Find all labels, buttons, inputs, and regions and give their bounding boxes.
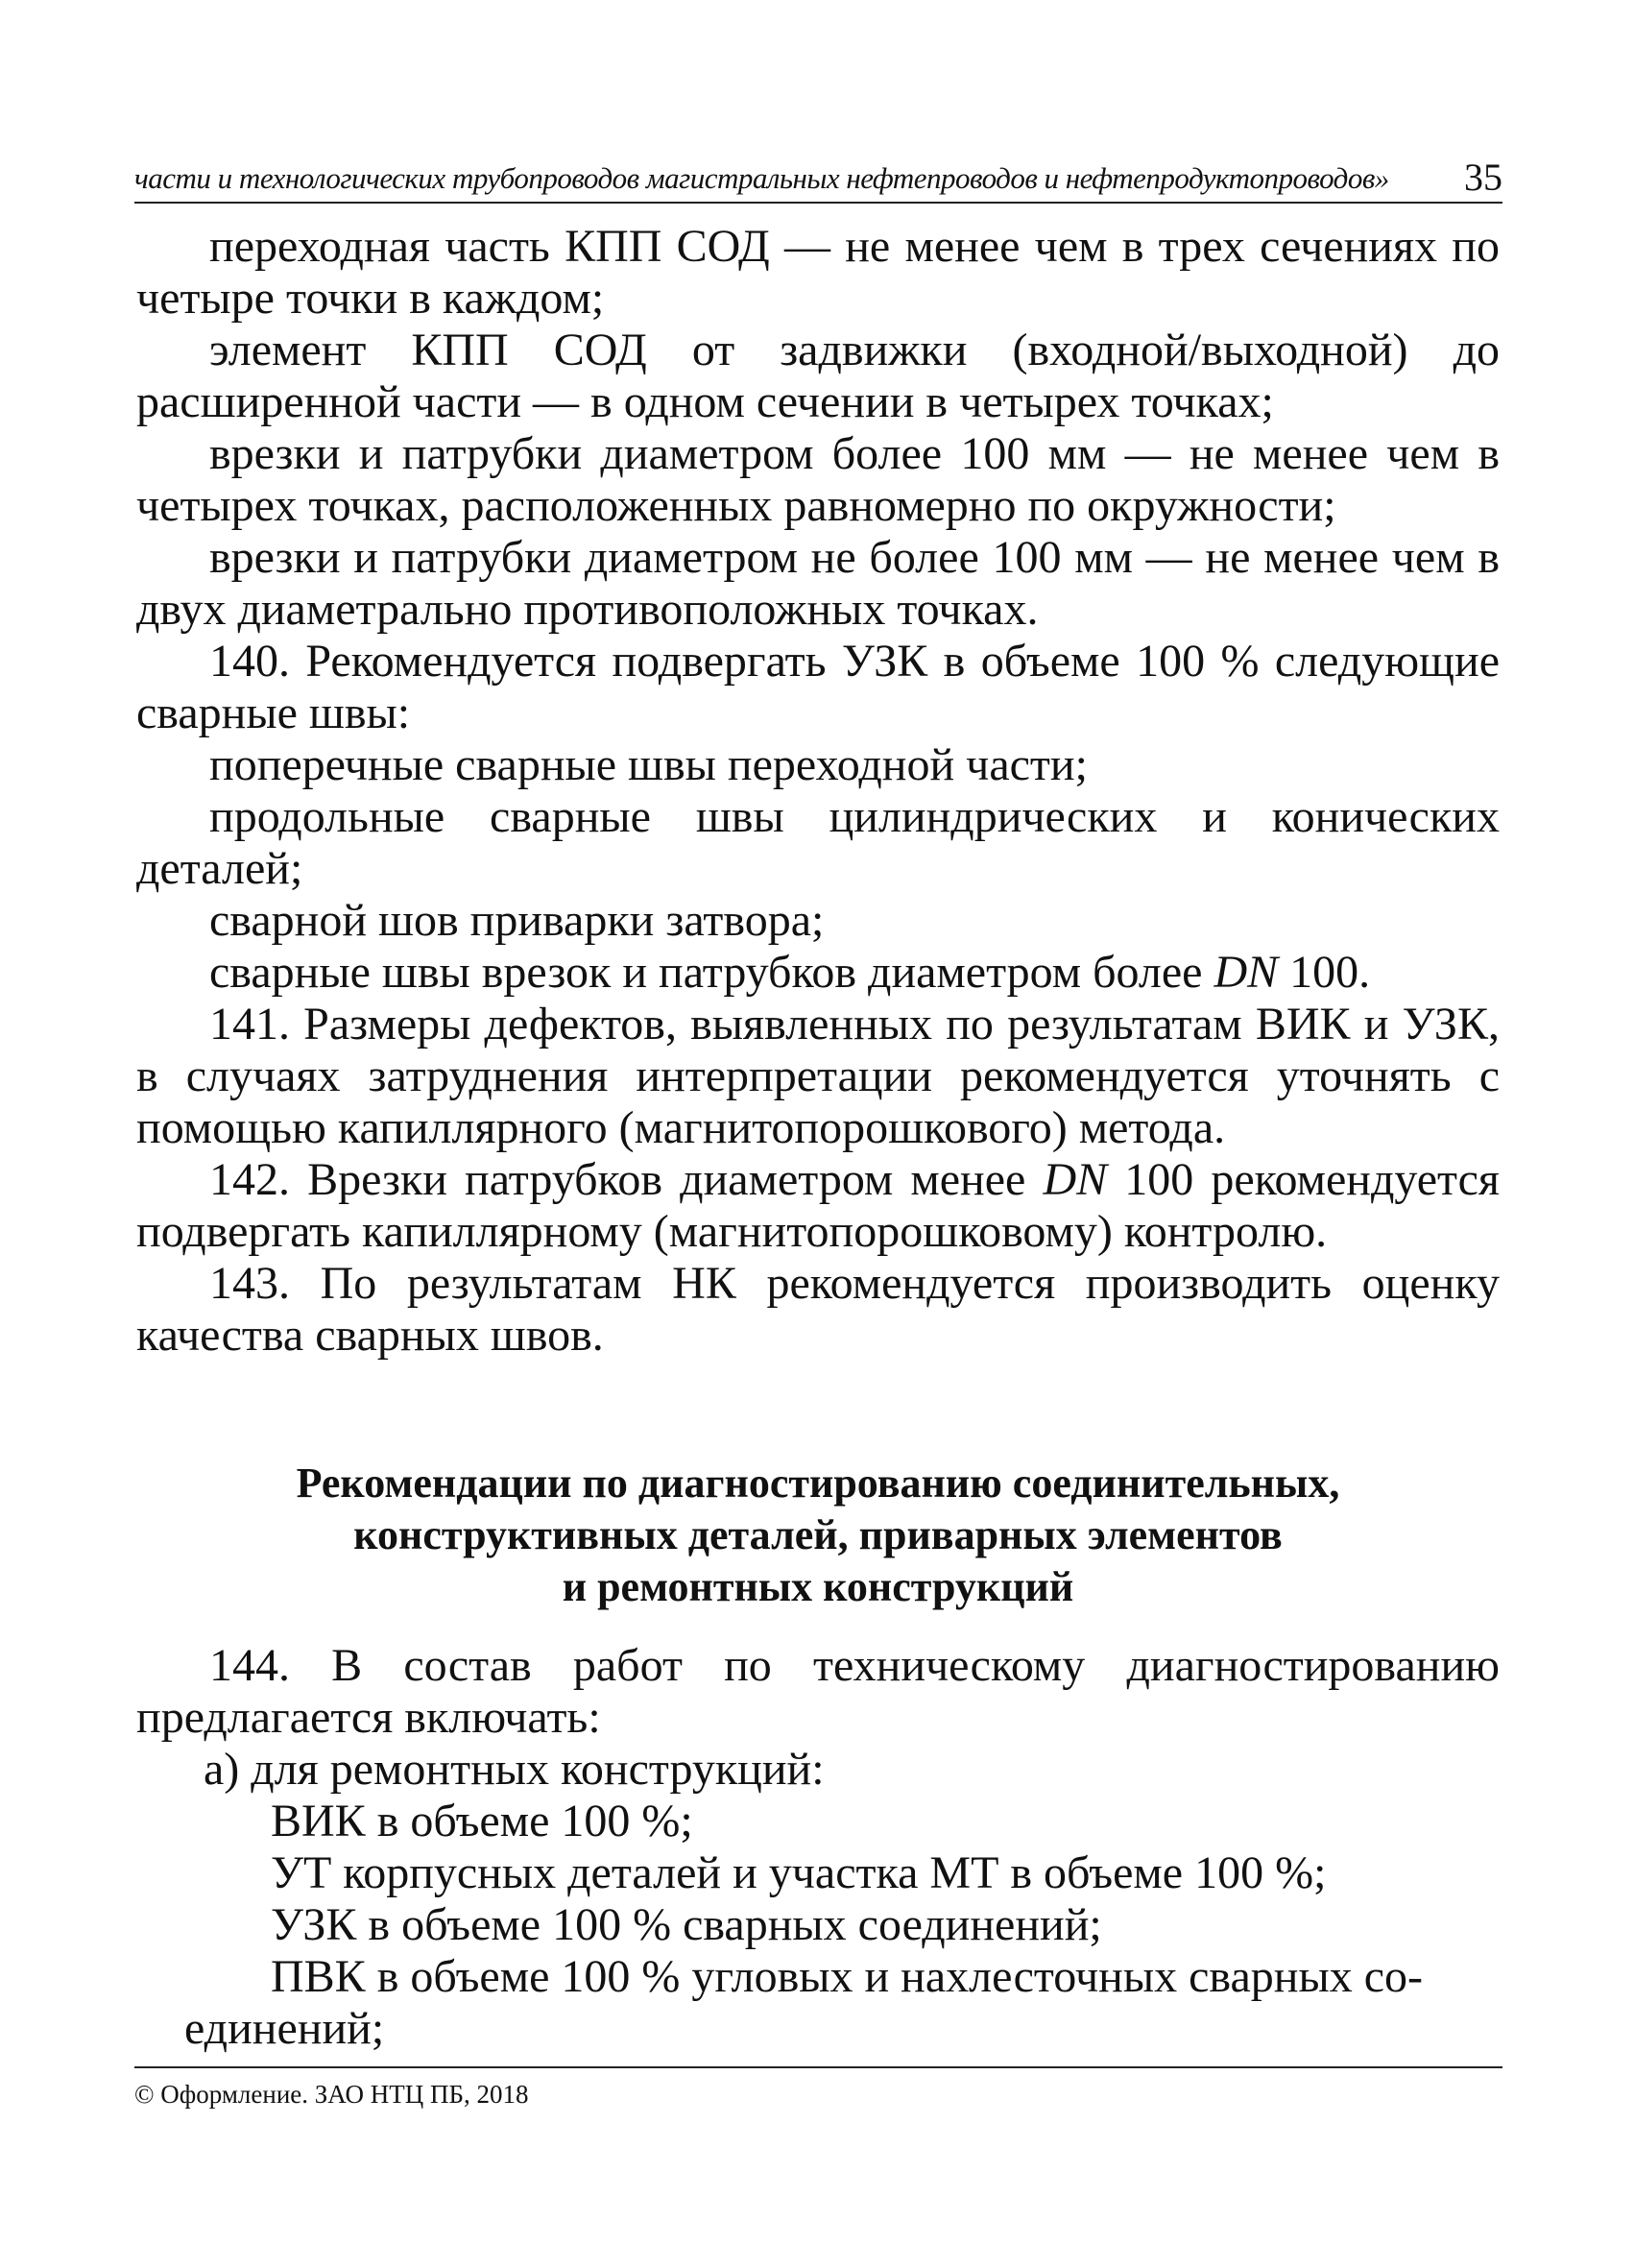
heading-line: Рекомендации по диагностированию соединительных, (296, 1460, 1340, 1507)
text-segment: 100. (1278, 947, 1371, 998)
paragraph-140: 140. Рекомендуется подвергать УЗК в объеме 100 % следующие сварные швы: (136, 636, 1500, 738)
sub-item-line: ПВК в объеме 100 % угловых и нахлесточных сварных со- (271, 1951, 1423, 2002)
paragraph-144: 144. В состав работ по техническому диагностированию предлагается включать: (136, 1640, 1500, 1743)
body-text (136, 221, 1500, 1362)
paragraph-143: 143. По результатам НК рекомендуется производить оценку качества сварных швов. (136, 1258, 1500, 1361)
page-number: 35 (1464, 156, 1502, 199)
dn-symbol: DN (1043, 1154, 1108, 1205)
footer-divider (134, 2066, 1502, 2068)
text-segment: 142. Врезки патрубков диаметром менее (209, 1154, 1044, 1205)
dn-symbol: DN (1213, 947, 1279, 998)
paragraph: поперечные сварные швы переходной части; (209, 739, 1088, 790)
sub-item: УЗК в объеме 100 % сварных соединений; (271, 1899, 1102, 1950)
sub-item: ВИК в объеме 100 %; (271, 1796, 693, 1846)
sub-item: УТ корпусных деталей и участка МТ в объеме 100 %; (271, 1847, 1327, 1898)
paragraph: продольные сварные швы цилиндрических и конических деталей; (136, 791, 1500, 894)
section-heading (136, 1458, 1500, 1613)
text-segment: сварные швы врезок и патрубков диаметром более (209, 947, 1214, 998)
paragraph: врезки и патрубки диаметром не более 100 мм — не менее чем в двух диаметрально противоположных точках. (136, 532, 1500, 635)
sub-item-last (136, 1951, 1500, 2003)
heading-line: конструктивных деталей, приварных элементов (353, 1511, 1283, 1558)
paragraph: элемент КПП СОД от задвижки (входной/выходной) до расширенной части — в одном сечении в четырех точках; (136, 325, 1500, 427)
paragraph: врезки и патрубки диаметром более 100 мм — не менее чем в четырех точках, расположенных равномерно по окружности; (136, 428, 1500, 531)
sub-item-continuation: единений; (184, 2003, 385, 2054)
running-header-title: части и технологических трубопроводов магистральных нефтепроводов и нефтепродуктопроводов» (134, 161, 1389, 195)
paragraph: сварной шов приварки затвора; (209, 895, 825, 946)
paragraph-dn100 (136, 947, 1500, 999)
list-item-a: а) для ремонтных конструкций: (204, 1744, 825, 1795)
text-segment: 100 рекомендуется подвергать капиллярному (магнитопорошковому) контролю. (136, 1154, 1501, 1257)
body-text-section (136, 1640, 1500, 2055)
paragraph: переходная часть КПП СОД — не менее чем в трех сечениях по четыре точки в каждом; (136, 221, 1500, 324)
paragraph-141: 141. Размеры дефектов, выявленных по результатам ВИК и УЗК, в случаях затруднения интерпретации рекомендуется уточнять с помощью капиллярного (магнитопорошкового) метода. (136, 999, 1500, 1153)
footer-copyright: © Оформление. ЗАО НТЦ ПБ, 2018 (134, 2080, 529, 2109)
paragraph-142 (136, 1154, 1500, 1258)
heading-line: и ремонтных конструкций (562, 1563, 1074, 1610)
running-header (134, 154, 1502, 204)
